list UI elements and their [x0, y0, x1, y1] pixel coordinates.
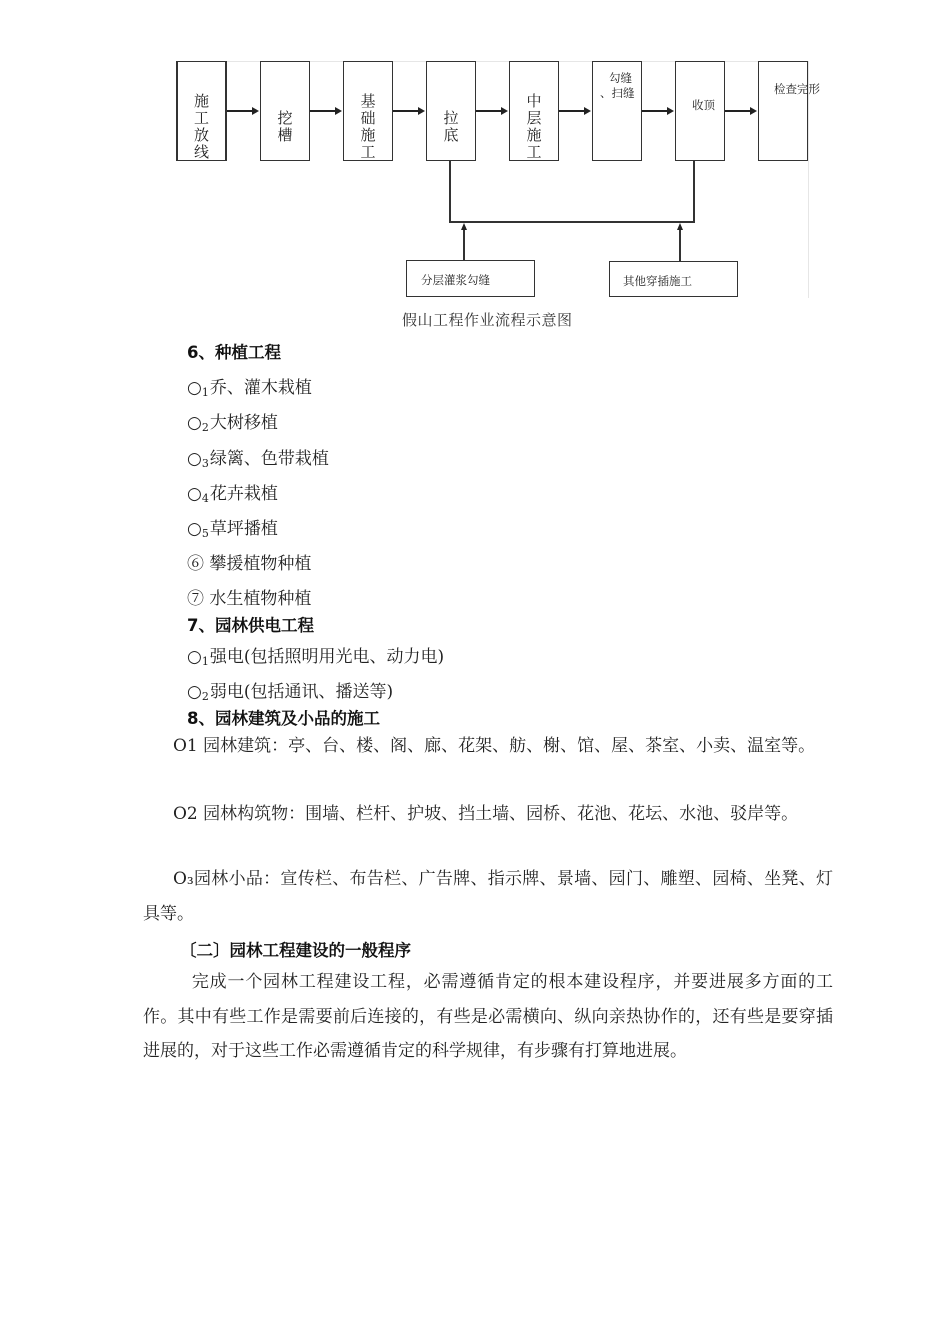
flow-input-label: 分层灌浆勾缝: [421, 273, 490, 287]
flow-step-box: [426, 61, 476, 161]
arrow-right-icon: [335, 107, 342, 115]
flow-arrow-line: [642, 110, 668, 112]
paragraph: O1 园林建筑：亭、台、楼、阁、廊、花架、舫、榭、馆、屋、茶室、小卖、温室等。: [173, 736, 816, 756]
flow-step-label: 拉 底: [443, 109, 459, 144]
rockery-flow-diagram: [0, 0, 950, 329]
arrow-up-icon: [461, 223, 467, 230]
list-item: $○_1$强电(包括照明用光电、动力电): [187, 647, 445, 668]
connector-line: [449, 161, 451, 222]
connector-line: [693, 161, 695, 222]
connector-line: [679, 230, 681, 261]
list-item: $○_1$乔、灌木栽植: [187, 378, 312, 399]
list-item: ⑦ 水生植物种植: [187, 589, 312, 609]
flow-step-box: [260, 61, 310, 161]
section-8-heading: 8、园林建筑及小品的施工: [187, 709, 380, 728]
arrow-right-icon: [667, 107, 674, 115]
flow-step-box: [509, 61, 559, 161]
list-item: $○_2$大树移植: [187, 413, 278, 434]
flow-arrow-line: [476, 110, 502, 112]
flow-step-box: [176, 61, 227, 161]
list-item: $○_3$绿篱、色带栽植: [187, 449, 329, 470]
flow-step-label: 检查完形: [774, 82, 820, 96]
list-item: $○_2$弱电(包括通讯、播送等): [187, 682, 394, 703]
flow-input-box: [406, 260, 535, 297]
connector-line: [449, 221, 695, 223]
list-item: ⑥ 攀援植物种植: [187, 554, 312, 574]
arrow-right-icon: [501, 107, 508, 115]
arrow-right-icon: [750, 107, 757, 115]
paragraph: O2 园林构筑物：围墙、栏杆、护坡、挡土墙、园桥、花池、花坛、水池、驳岸等。: [173, 804, 799, 824]
flow-step-label: 中 层 施 工: [526, 92, 542, 161]
paragraph: 完成一个园林工程建设工程，必需遵循肯定的根本建设程序，并要进展多方面的工作。其中有些工作是需要前后连接的，有些是必需横向、纵向亲热协作的，还有些是要穿插进展的，对于这些工作必需遵循肯定的科学规律，有步骤有打算地进展。: [143, 972, 833, 1061]
flow-input-box: [609, 261, 738, 297]
flow-step-label: 收顶: [692, 98, 715, 112]
flow-step-box: [592, 61, 642, 161]
arrow-right-icon: [252, 107, 259, 115]
list-item: $○_4$花卉栽植: [187, 484, 278, 505]
flow-arrow-line: [725, 110, 751, 112]
arrow-right-icon: [584, 107, 591, 115]
arrow-up-icon: [677, 223, 683, 230]
flow-step-box: [758, 61, 820, 161]
flow-step-label: 施 工 放 线: [193, 92, 209, 161]
flow-arrow-line: [559, 110, 585, 112]
flow-step-label: 基 础 施 工: [360, 92, 376, 161]
flow-step-label: 挖 槽: [277, 109, 293, 144]
list-item: $○_5$草坪播植: [187, 519, 278, 540]
paragraph: O₃园林小品：宣传栏、布告栏、广告牌、指示牌、景墙、园门、雕塑、园椅、坐凳、灯具等。: [143, 869, 833, 924]
flow-step-box: [343, 61, 393, 161]
section-6-heading: 6、种植工程: [187, 343, 281, 362]
flow-arrow-line: [393, 110, 419, 112]
section-two-heading: 〔二〕园林工程建设的一般程序: [180, 941, 411, 960]
flow-step-box: [675, 61, 725, 161]
connector-line: [463, 230, 465, 260]
arrow-right-icon: [418, 107, 425, 115]
flow-step-label: 勾缝 、扫缝: [600, 71, 635, 100]
diagram-caption: 假山工程作业流程示意图: [402, 311, 573, 329]
flow-arrow-line: [227, 110, 253, 112]
section-7-heading: 7、园林供电工程: [187, 616, 314, 635]
flow-input-label: 其他穿插施工: [623, 274, 692, 288]
flow-arrow-line: [310, 110, 336, 112]
